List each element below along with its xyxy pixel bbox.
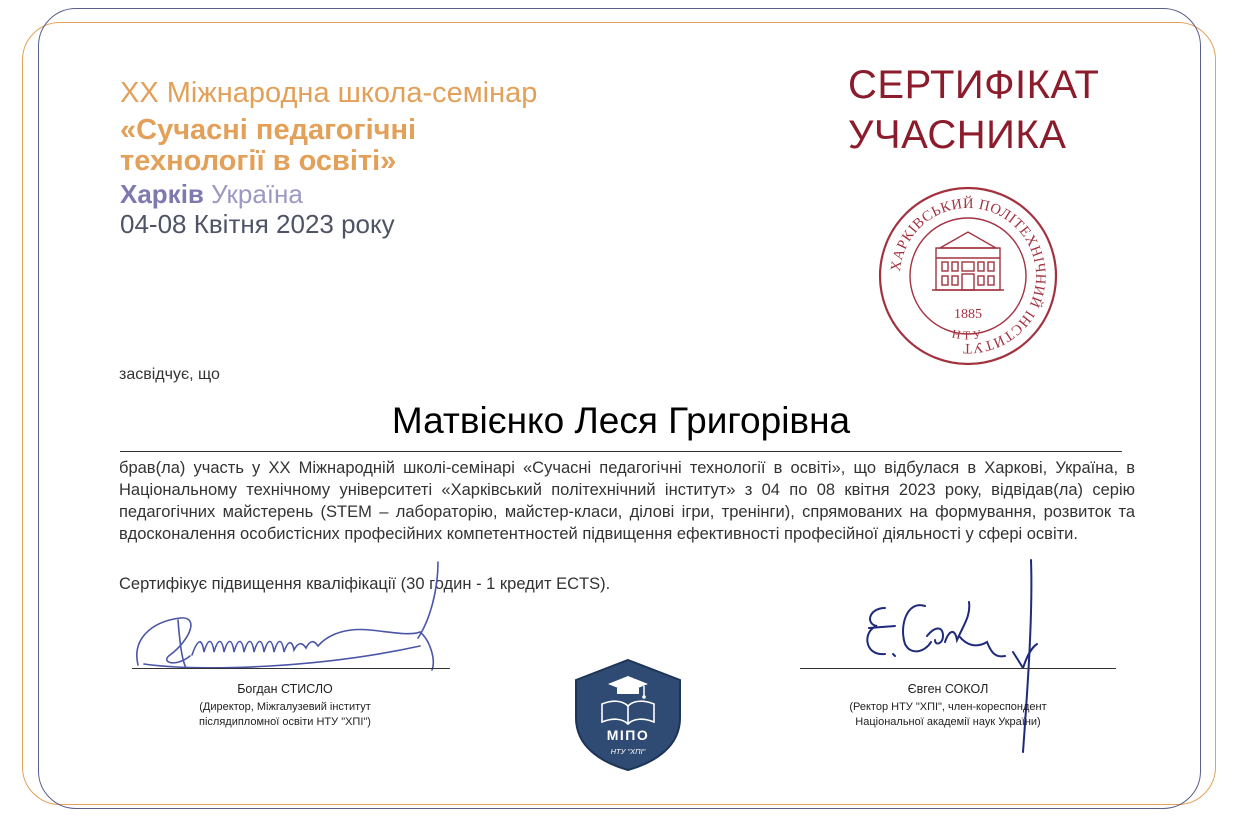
certificate-title-line2: УЧАСНИКА [848,113,1067,157]
seal-bottom-text: НТУ [950,326,986,343]
logo-sub: НТУ "ХПІ" [610,747,646,756]
university-seal-icon [878,186,1058,366]
certificate-title-line1: СЕРТИФІКАТ [848,63,1100,107]
event-location [120,179,540,209]
qualification-statement: Сертифікує підвищення кваліфікації (30 годин - 1 кредит ECTS). [119,575,611,593]
signer-left-role1: (Директор, Міжгалузевий інститут [199,701,371,713]
attests-label: засвідчує, що [119,366,220,383]
event-theme: «Сучасні педагогічні технології в освіті» [120,114,417,177]
recipient-name: Матвієнко Леся Григорівна [391,400,851,441]
seal-ring-text: ХАРКІВСЬКИЙ ПОЛІТЕХНІЧНИЙ ІНСТИТУТ [888,195,1049,357]
building-icon [932,232,1004,290]
event-title: XX Міжнародна школа-семінар [120,77,538,109]
signer-left [160,682,410,730]
signer-right-role2: Національної академії наук України) [855,716,1041,728]
certificate-body: брав(ла) участь у XX Міжнародній школі-семінарі «Сучасні педагогічні технології в освіті», що відбулася в Харкові, Україна, в Національному технічному університеті «Харківський політехнічний інститут» з 04 по 08 квітня 2023 року, відвідав(ла) серію педагогічних майстерень (STEM – лабораторію, майстер-класи, ділові ігри, тренінги), спрямованих на формування, розвиток та вдосконалення особистісних професійних компетентностей підвищення ефективності професійної діяльності у сфері освіти. [119,459,1135,543]
event-dates: 04-08 Квітня 2023 року [120,209,395,239]
signature-line-right [800,668,1116,669]
signer-right-name: Євген СОКОЛ [907,682,989,696]
signer-right-role1: (Ректор НТУ "ХПІ", член-кореспондент [849,701,1047,713]
signature-line-left [132,668,450,669]
event-city: Харків [120,179,204,209]
event-block [120,78,540,239]
signer-left-name: Богдан СТИСЛО [237,682,333,696]
mipo-logo-icon [572,658,684,772]
signer-right [820,682,1076,730]
seal-year: 1885 [954,307,982,322]
logo-label: МІПО [606,727,650,743]
certificate-title [848,60,1099,160]
recipient-underline [120,451,1122,452]
event-country: Україна [211,179,303,209]
signer-left-role2: післядипломної освіти НТУ "ХПІ") [199,716,371,728]
signature-left [120,560,460,680]
svg-text:НТУ [951,327,985,343]
